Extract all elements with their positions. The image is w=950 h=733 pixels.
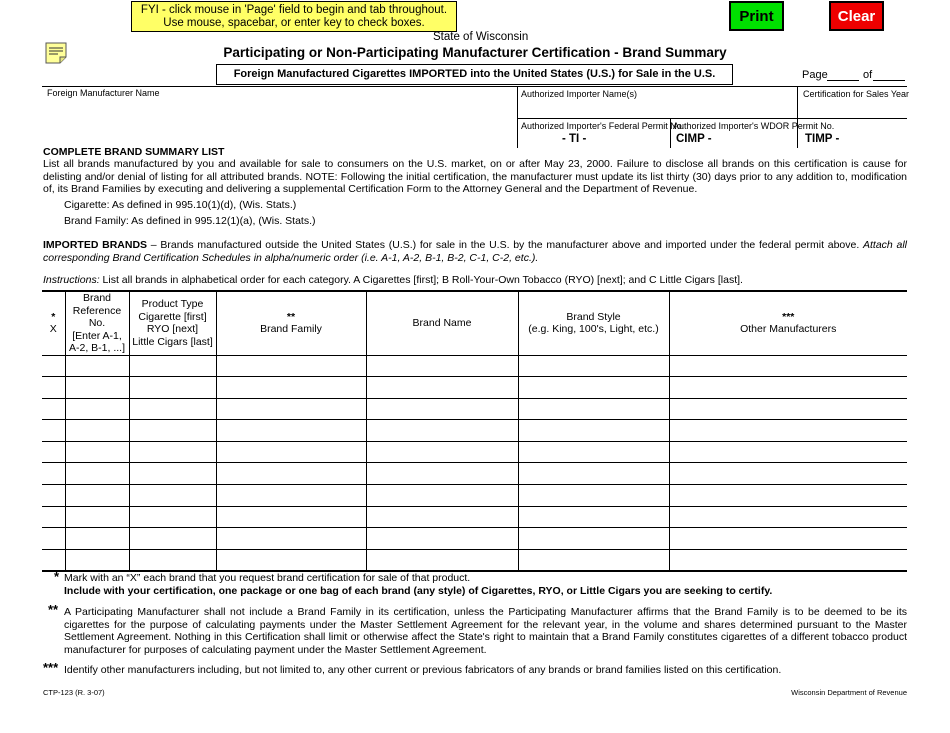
cell-brand-reference[interactable] [65, 485, 129, 507]
footnote-two-text: A Participating Manufacturer shall not include a Brand Family in its certification, unless the Participating Manufacturer affirms that the Brand Family is to be deemed to be its cigarettes for the purpose of calculating payments under the Master Settlement Agreement for the relevant year, in the volume and shares determined pursuant to the Master Settlement Agreement. Nothing in this Certification shall limit or otherwise affect the State's right to maintain that a Brand Family constitutes cigarettes of a different tobacco product manufacturer for purposes of calculating payment under the Master Settlement Agreement. [64, 606, 907, 656]
cell-brand-reference[interactable] [65, 528, 129, 550]
cell-brand-style[interactable] [518, 441, 669, 463]
cell-mark-checkbox[interactable] [42, 506, 65, 528]
cell-brand-name[interactable] [366, 549, 518, 571]
cell-brand-family[interactable] [216, 398, 366, 420]
foreign-manufacturer-input[interactable] [47, 100, 513, 144]
cell-other-manufacturers[interactable] [669, 377, 907, 399]
cell-brand-name[interactable] [366, 485, 518, 507]
table-row [42, 377, 907, 399]
authorized-importer-label: Authorized Importer Name(s) [521, 89, 638, 99]
brand-summary-paragraph: List all brands manufactured by you and available for sale to consumers on the U.S. market, on or after May 23, 2000. Failure to disclose all brands on this certification is cause for delisting and/or denial of listing for all attributed brands. NOTE: Following the initial certification, the manufacturer must update its list thirty (30) days prior to any addition to, modification of, its Brand Families by executing and delivering a supplemental Certification Form to the Attorney General and the Department of Revenue. [43, 158, 907, 195]
brand-family-definition: Brand Family: As defined in 995.12(1)(a), (Wis. Stats.) [64, 215, 316, 227]
cell-brand-style[interactable] [518, 355, 669, 377]
subtitle: Foreign Manufactured Cigarettes IMPORTED into the United States (U.S.) for Sale in the U.S. [216, 64, 733, 85]
footnote-three-text: Identify other manufacturers including, but not limited to, any other current or previous fabricators of any brands or brand families listed on this certification. [64, 664, 782, 676]
cell-brand-style[interactable] [518, 549, 669, 571]
cell-product-type[interactable] [129, 355, 216, 377]
cell-mark-checkbox[interactable] [42, 441, 65, 463]
fyi-note: FYI - click mouse in 'Page' field to begin and tab throughout. Use mouse, spacebar, or enter key to check boxes. [131, 1, 457, 32]
cell-other-manufacturers[interactable] [669, 485, 907, 507]
brand-table [42, 290, 907, 572]
page-number-field[interactable] [827, 80, 859, 81]
imported-brands-label: IMPORTED BRANDS [43, 239, 148, 251]
cell-mark-checkbox[interactable] [42, 463, 65, 485]
form-number: CTP-123 (R. 3-07) [43, 688, 105, 697]
imported-brands-text: – Brands manufactured outside the United States (U.S.) for sale in the U.S. by the manufacturer above and imported under the federal permit above. [147, 239, 863, 251]
foreign-manufacturer-label: Foreign Manufacturer Name [47, 88, 160, 98]
col-brand-name: Brand Name [366, 291, 518, 355]
cell-other-manufacturers[interactable] [669, 398, 907, 420]
cell-product-type[interactable] [129, 485, 216, 507]
cell-brand-family[interactable] [216, 506, 366, 528]
cell-brand-family[interactable] [216, 549, 366, 571]
cell-brand-family[interactable] [216, 441, 366, 463]
footnote-two-mark: ** [48, 602, 59, 617]
col-other-manufacturers: *** Other Manufacturers [669, 291, 907, 355]
print-button[interactable]: Print [729, 1, 784, 31]
cell-other-manufacturers[interactable] [669, 549, 907, 571]
cigarette-definition: Cigarette: As defined in 995.10(1)(d), (Wis. Stats.) [64, 199, 297, 211]
cell-other-manufacturers[interactable] [669, 528, 907, 550]
cell-brand-name[interactable] [366, 463, 518, 485]
col-mark: * X [42, 291, 65, 355]
timp-permit-input[interactable]: TIMP - [805, 133, 840, 145]
federal-permit-label: Authorized Importer's Federal Permit No. [521, 121, 685, 131]
cell-brand-style[interactable] [518, 528, 669, 550]
cell-product-type[interactable] [129, 377, 216, 399]
clear-button[interactable]: Clear [829, 1, 884, 31]
state-label: State of Wisconsin [433, 31, 529, 43]
cell-product-type[interactable] [129, 463, 216, 485]
cell-other-manufacturers[interactable] [669, 506, 907, 528]
table-row [42, 485, 907, 507]
cell-brand-style[interactable] [518, 506, 669, 528]
divider [797, 86, 798, 148]
divider [517, 86, 518, 148]
cell-brand-reference[interactable] [65, 463, 129, 485]
cell-brand-name[interactable] [366, 355, 518, 377]
footnote-one-mark: * [54, 569, 60, 584]
table-row [42, 398, 907, 420]
table-row [42, 355, 907, 377]
cell-product-type[interactable] [129, 549, 216, 571]
imported-brands-paragraph [43, 239, 907, 264]
cell-brand-reference[interactable] [65, 398, 129, 420]
cell-mark-checkbox[interactable] [42, 420, 65, 442]
cert-year-label: Certification for Sales Year [803, 89, 910, 99]
cell-product-type[interactable] [129, 398, 216, 420]
col-product-type: Product Type Cigarette [first] RYO [next] Little Cigars [last] [129, 291, 216, 355]
cell-brand-reference[interactable] [65, 355, 129, 377]
cell-product-type[interactable] [129, 528, 216, 550]
cell-brand-family[interactable] [216, 355, 366, 377]
col-brand-style: Brand Style (e.g. King, 100's, Light, etc.) [518, 291, 669, 355]
footnote-one-bold: Include with your certification, one package or one bag of each brand (any style) of Cigarettes, RYO, or Little Cigars you are seeking to certify. [64, 585, 773, 597]
col-brand-family: ** Brand Family [216, 291, 366, 355]
table-row [42, 420, 907, 442]
cell-other-manufacturers[interactable] [669, 355, 907, 377]
cell-brand-name[interactable] [366, 506, 518, 528]
cell-brand-name[interactable] [366, 420, 518, 442]
footnote-one-text: Mark with an “X” each brand that you request brand certification for sale of that product. [64, 572, 471, 584]
cell-brand-name[interactable] [366, 441, 518, 463]
cell-brand-family[interactable] [216, 420, 366, 442]
instructions-text: List all brands in alphabetical order for each category. A Cigarettes [first]; B Roll-Your-Own Tobacco (RYO) [next]; and C Little Cigars [last]. [99, 274, 743, 286]
cell-brand-family[interactable] [216, 528, 366, 550]
table-row [42, 549, 907, 571]
cell-mark-checkbox[interactable] [42, 485, 65, 507]
department-name: Wisconsin Department of Revenue [791, 688, 907, 697]
cell-brand-family[interactable] [216, 377, 366, 399]
cell-brand-style[interactable] [518, 463, 669, 485]
cell-brand-name[interactable] [366, 398, 518, 420]
table-row [42, 441, 907, 463]
cell-brand-name[interactable] [366, 377, 518, 399]
imported-brands-note: Attach all corresponding Brand Certification Schedules in alpha/numeric order (i.e. A-1, A-2, B-1, B-2, C-1, C-2, etc.). [43, 239, 907, 264]
divider [42, 86, 907, 87]
cell-brand-reference[interactable] [65, 420, 129, 442]
authorized-importer-input[interactable] [521, 100, 793, 116]
cell-mark-checkbox[interactable] [42, 377, 65, 399]
page-label: Page [802, 69, 828, 81]
federal-permit-input[interactable]: - TI - [562, 133, 587, 145]
cell-brand-reference[interactable] [65, 506, 129, 528]
table-header-row [42, 291, 907, 355]
page-total-field[interactable] [873, 80, 905, 81]
table-row [42, 528, 907, 550]
cell-other-manufacturers[interactable] [669, 463, 907, 485]
cell-brand-reference[interactable] [65, 549, 129, 571]
cell-brand-style[interactable] [518, 420, 669, 442]
cell-mark-checkbox[interactable] [42, 528, 65, 550]
cell-brand-style[interactable] [518, 398, 669, 420]
cell-other-manufacturers[interactable] [669, 441, 907, 463]
of-label: of [863, 69, 873, 81]
cell-brand-family[interactable] [216, 463, 366, 485]
cell-product-type[interactable] [129, 506, 216, 528]
cell-brand-style[interactable] [518, 377, 669, 399]
cell-product-type[interactable] [129, 441, 216, 463]
cell-brand-name[interactable] [366, 528, 518, 550]
section-heading: COMPLETE BRAND SUMMARY LIST [43, 146, 225, 158]
wdor-permit-label: Authorized Importer's WDOR Permit No. [673, 121, 835, 131]
table-row [42, 463, 907, 485]
table-row [42, 506, 907, 528]
page-title: Participating or Non-Participating Manufacturer Certification - Brand Summary [223, 45, 727, 60]
instructions [43, 274, 907, 287]
cell-other-manufacturers[interactable] [669, 420, 907, 442]
wdor-permit-input[interactable]: CIMP - [676, 133, 712, 145]
cell-mark-checkbox[interactable] [42, 549, 65, 571]
cell-brand-style[interactable] [518, 485, 669, 507]
col-brand-reference: Brand Reference No. [Enter A-1, A-2, B-1, ...] [65, 291, 129, 355]
cell-brand-reference[interactable] [65, 441, 129, 463]
cell-mark-checkbox[interactable] [42, 355, 65, 377]
cell-brand-reference[interactable] [65, 377, 129, 399]
cell-brand-family[interactable] [216, 485, 366, 507]
cell-mark-checkbox[interactable] [42, 398, 65, 420]
cell-product-type[interactable] [129, 420, 216, 442]
instructions-label: Instructions: [43, 274, 100, 286]
footnote-three-mark: *** [43, 660, 59, 675]
